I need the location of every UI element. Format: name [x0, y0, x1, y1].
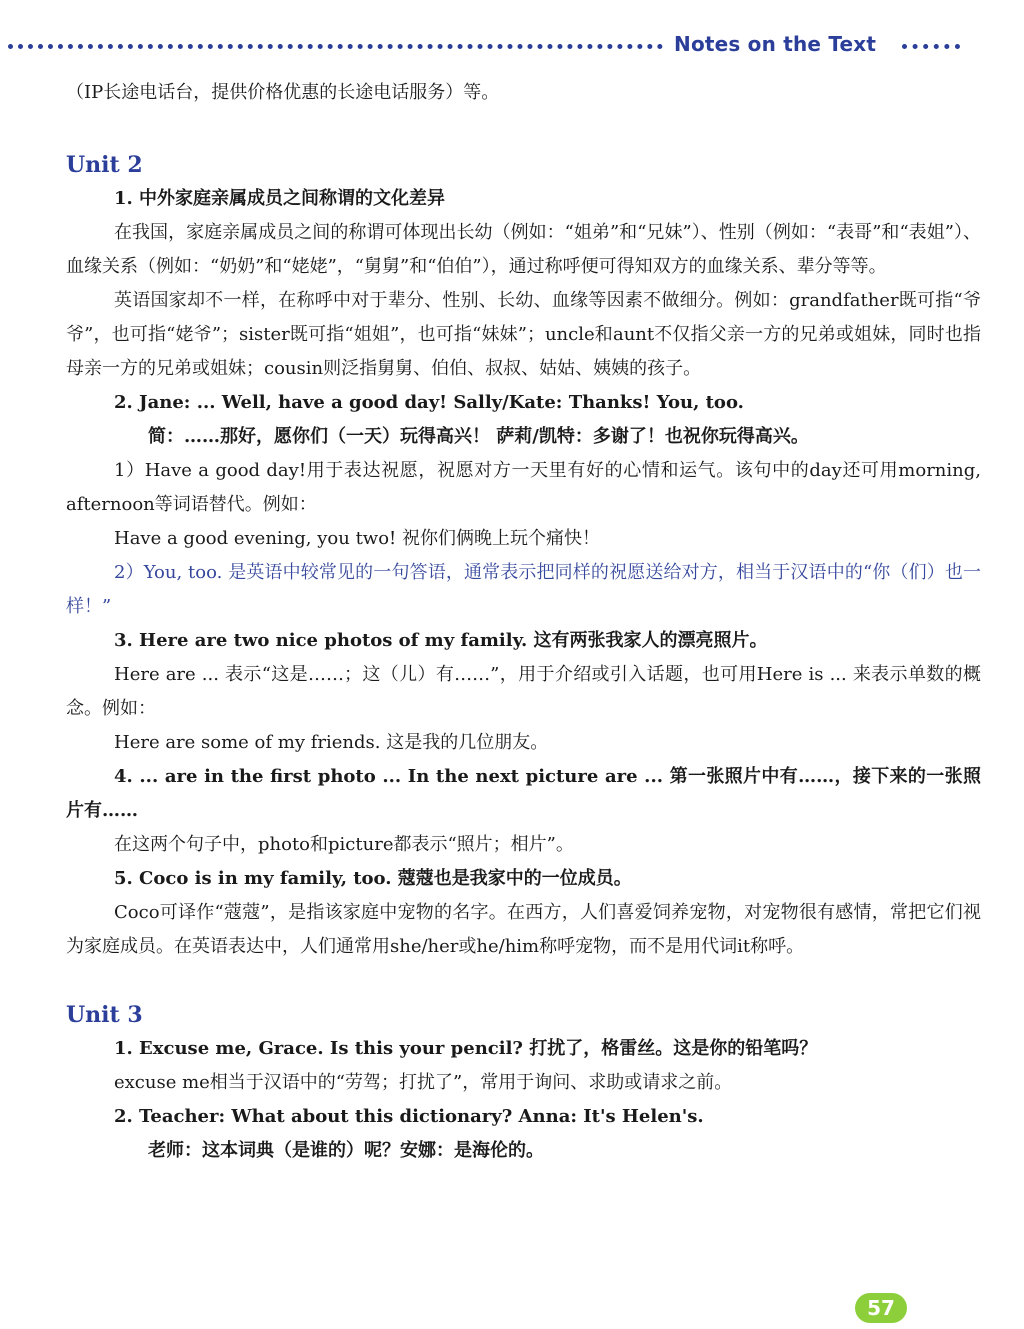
- unit3-title: Unit 3: [66, 1002, 143, 1028]
- unit2-title: Unit 2: [66, 152, 143, 178]
- intro-line: （IP长途电话台，提供价格优惠的长途电话服务）等。: [66, 82, 500, 103]
- unit2-note3-example: Here are some of my friends. 这是我的几位朋友。: [114, 732, 549, 753]
- header-dotted-rule-left: [8, 44, 663, 49]
- spacer: [66, 964, 981, 998]
- unit2-note1-paragraph1: 在我国，家庭亲属成员之间的称谓可体现出长幼（例如：“姐弟”和“兄妹”）、性别（例如：“表哥”和“表姐”）、血缘关系（例如：“奶奶”和“姥姥”，“舅舅”和“伯伯”），通过称呼便可得知双方的血缘关系、辈分等等。: [66, 222, 981, 277]
- page-content: [66, 76, 981, 1168]
- unit2-note1-paragraph2: 英语国家却不一样，在称呼中对于辈分、性别、长幼、血缘等因素不做细分。例如：grandfather既可指“爷爷”，也可指“姥爷”；sister既可指“姐姐”，也可指“妹妹”；uncle和aunt不仅指父亲一方的兄弟或姐妹，同时也指母亲一方的兄弟或姐妹；cousin则泛指舅舅、伯伯、叔叔、姑姑、姨姨的孩子。: [66, 290, 981, 379]
- unit2-note1-heading: 1. 中外家庭亲属成员之间称谓的文化差异: [114, 188, 446, 209]
- unit2-note5-paragraph1: Coco可译作“蔻蔻”，是指该家庭中宠物的名字。在西方，人们喜爱饲养宠物，对宠物很有感情，常把它们视为家庭成员。在英语表达中，人们通常用she/her或he/him称呼宠物，而不是用代词it称呼。: [66, 902, 981, 957]
- unit2-note2-paragraph2: 2）You, too. 是英语中较常见的一句答语，通常表示把同样的祝愿送给对方，相当于汉语中的“你（们）也一样！”: [66, 562, 981, 617]
- spacer: [66, 110, 981, 148]
- unit2-note2-example: Have a good evening, you two! 祝你们俩晚上玩个痛快！: [114, 528, 600, 549]
- running-header: [0, 30, 1024, 64]
- unit2-section: [66, 148, 981, 964]
- unit2-note3-heading: 3. Here are two nice photos of my family. 这有两张我家人的漂亮照片。: [114, 630, 768, 651]
- unit3-note2-translation: 老师：这本词典（是谁的）呢？安娜：是海伦的。: [148, 1140, 544, 1161]
- header-title: Notes on the Text: [674, 32, 877, 56]
- unit2-note2-paragraph1: 1）Have a good day!用于表达祝愿，祝愿对方一天里有好的心情和运气。该句中的day还可用morning, afternoon等词语替代。例如：: [66, 460, 981, 515]
- unit2-note2-translation: 简：……那好，愿你们（一天）玩得高兴！ 萨莉/凯特：多谢了！也祝你玩得高兴。: [148, 426, 809, 447]
- unit2-note3-paragraph1: Here are ... 表示“这是……；这（儿）有……”，用于介绍或引入话题，也可用Here is ... 来表示单数的概念。例如：: [66, 664, 981, 719]
- header-dotted-rule-right: [902, 44, 960, 49]
- unit2-note5-heading: 5. Coco is in my family, too. 蔻蔻也是我家中的一位成员。: [114, 868, 632, 889]
- unit2-note4-paragraph1: 在这两个句子中，photo和picture都表示“照片；相片”。: [114, 834, 574, 855]
- unit3-section: [66, 998, 981, 1168]
- unit2-note4-heading: 4. ... are in the first photo ... In the next picture are ... 第一张照片中有……，接下来的一张照片有……: [66, 766, 981, 821]
- unit3-note1-paragraph1: excuse me相当于汉语中的“劳驾；打扰了”，常用于询问、求助或请求之前。: [114, 1072, 733, 1093]
- unit3-note2-heading: 2. Teacher: What about this dictionary? Anna: It's Helen's.: [114, 1106, 704, 1127]
- page-number-badge: 57: [855, 1293, 907, 1323]
- unit3-note1-heading: 1. Excuse me, Grace. Is this your pencil? 打扰了，格雷丝。这是你的铅笔吗？: [114, 1038, 818, 1059]
- unit2-note2-heading: 2. Jane: ... Well, have a good day! Sally/Kate: Thanks! You, too.: [114, 392, 744, 413]
